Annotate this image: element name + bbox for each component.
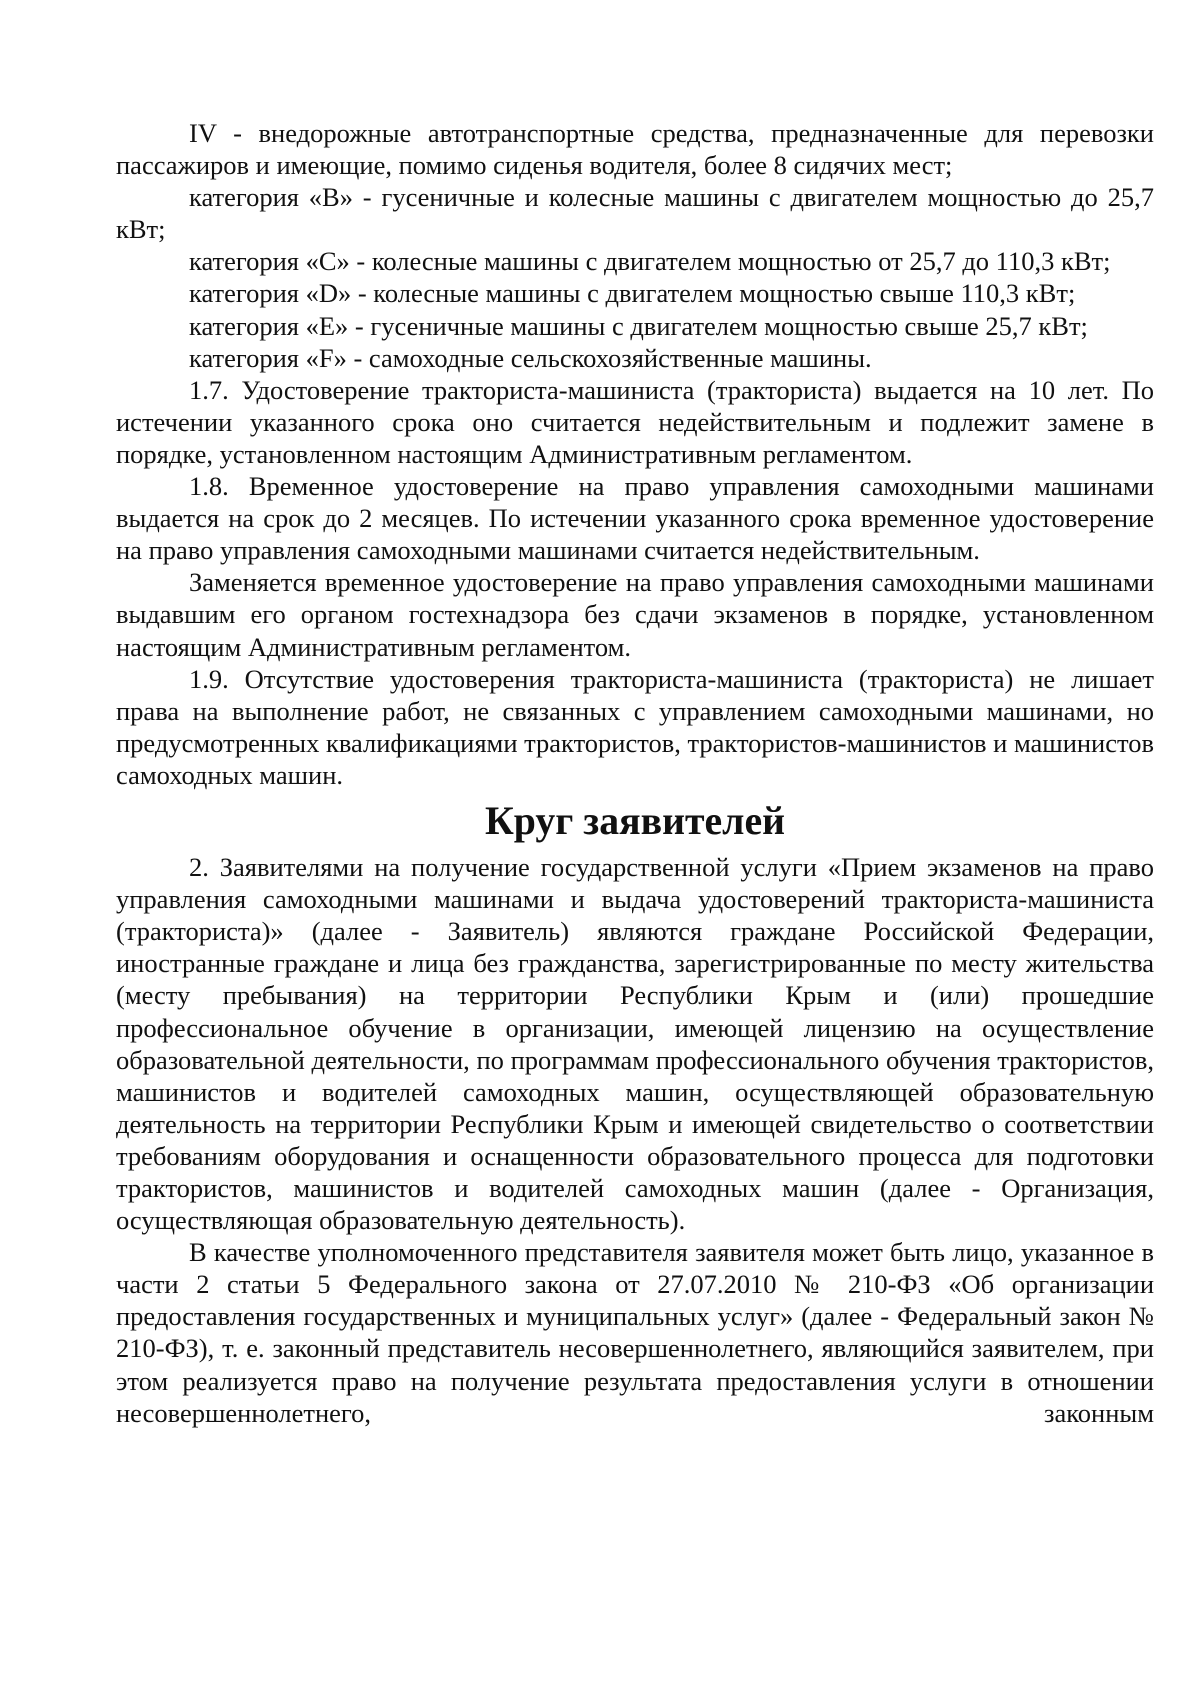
paragraph-replacement: Заменяется временное удостоверение на право управления самоходными машинами выдавшим его органом гостехнадзора без сдачи экзаменов в порядке, установленном настоящим Административным регламентом. [116, 567, 1154, 662]
paragraph-category-f: категория «F» - самоходные сельскохозяйственные машины. [189, 342, 872, 373]
section-heading: Круг заявителей [484, 798, 785, 843]
paragraph-category-e: категория «E» - гусеничные машины с двигателем мощностью свыше 25,7 кВт; [189, 310, 1088, 341]
paragraph-representative: В качестве уполномоченного представителя заявителя может быть лицо, указанное в части 2 статьи 5 Федерального закона от 27.07.2010 № 210-ФЗ «Об организации предоставления государственных и муниципальных услуг» (далее - Федеральный закон № 210-ФЗ), т. е. законный представитель несовершеннолетнего, являющийся заявителем, при этом реализуется право на получение результата предоставления услуги в отношении несовершеннолетнего, законным [116, 1237, 1154, 1428]
paragraph-category-b: категория «B» - гусеничные и колесные машины с двигателем мощностью до 25,7 кВт; [116, 182, 1154, 245]
paragraph-1-8: 1.8. Временное удостоверение на право управления самоходными машинами выдается на срок до 2 месяцев. По истечении указанного срока временное удостоверение на право управления самоходными машинами считается недействительным. [116, 471, 1154, 566]
paragraph-category-iv: IV - внедорожные автотранспортные средства, предназначенные для перевозки пассажиров и имеющие, помимо сиденья водителя, более 8 сидячих мест; [116, 118, 1154, 181]
paragraph-1-7: 1.7. Удостоверение тракториста-машиниста (тракториста) выдается на 10 лет. По истечении указанного срока оно считается недействительным и подлежит замене в порядке, установленном настоящим Административным регламентом. [116, 374, 1154, 469]
paragraph-category-d: категория «D» - колесные машины с двигателем мощностью свыше 110,3 кВт; [189, 278, 1076, 309]
paragraph-1-9: 1.9. Отсутствие удостоверения тракториста-машиниста (тракториста) не лишает права на выполнение работ, не связанных с управлением самоходными машинами, но предусмотренных квалификациями трактористов, трактористов-машинистов и машинистов самоходных машин. [116, 663, 1154, 790]
paragraph-category-c: категория «C» - колесные машины с двигателем мощностью от 25,7 до 110,3 кВт; [189, 246, 1111, 277]
paragraph-2: 2. Заявителями на получение государственной услуги «Прием экзаменов на право управления самоходными машинами и выдача удостоверений тракториста-машиниста (тракториста)» (далее - Заявитель) являются граждане Российской Федерации, иностранные граждане и лица без гражданства, зарегистрированные по месту жительства (месту пребывания) на территории Республики Крым и (или) прошедшие профессиональное обучение в организации, имеющей лицензию на осуществление образовательной деятельности, по программам профессионального обучения трактористов, машинистов и водителей самоходных машин, осуществляющей образовательную деятельность на территории Республики Крым и имеющей свидетельство о соответствии требованиям оборудования и оснащенности образовательного процесса для подготовки трактористов, машинистов и водителей самоходных машин (далее - Организация, осуществляющая образовательную деятельность). [116, 852, 1154, 1236]
document-body [116, 117, 1154, 1429]
